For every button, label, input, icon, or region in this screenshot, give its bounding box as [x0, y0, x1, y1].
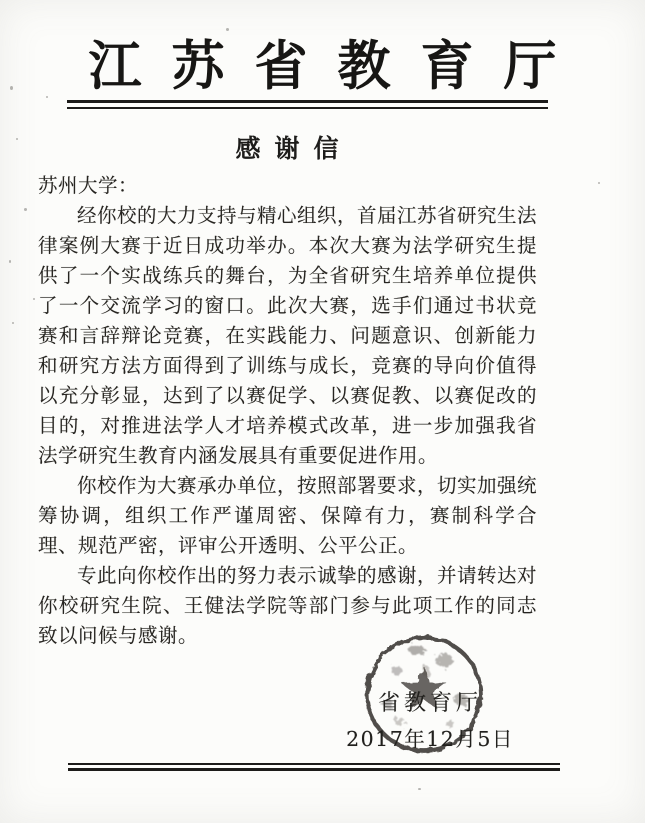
scan-speck	[33, 298, 35, 300]
paragraph-3: 专此向你校作出的努力表示诚挚的感谢，并请转达对你校研究生院、王健法学院等部门参与此项工作的同志致以问候与感谢。	[38, 564, 538, 647]
letter-title: 感谢信	[235, 134, 353, 163]
letter-date: 2017年12月5日	[346, 727, 514, 751]
letterhead-org-name: 江苏省教育厅	[88, 35, 587, 97]
scan-speck	[24, 208, 27, 211]
paragraph-1: 经你校的大力支持与精心组织，首届江苏省研究生法律案例大赛于近日成功举办。本次大赛为法学研究生提供了一个实战练兵的舞台，为全省研究生培养单位提供了一个交流学习的窗口。此次大赛，选手们通过书状竞赛和言辞辩论竞赛，在实践能力、问题意识、创新能力和研究方法方面得到了训练与成长，竞赛的导向价值得以充分彰显，达到了以赛促学、以赛促教、以赛促改的目的，对推进法学人才培养模式改革，进一步加强我省法学研究生教育内涵发展具有重要促进作用。	[38, 204, 538, 467]
scan-speck	[418, 788, 421, 790]
signature-org: 省教育厅	[377, 691, 482, 716]
letterhead-divider	[67, 100, 548, 109]
salutation: 苏州大学：	[38, 174, 139, 197]
scan-speck	[16, 138, 18, 140]
footer-divider	[68, 763, 560, 771]
letter-body	[38, 171, 537, 651]
scan-speck	[9, 260, 11, 263]
signature-block	[310, 686, 550, 752]
paragraph-2: 你校作为大赛承办单位，按照部署要求，切实加强统筹协调，组织工作严谨周密、保障有力，赛制科学合理、规范严密，评审公开透明、公平公正。	[38, 474, 538, 557]
scan-speck	[598, 182, 600, 184]
scan-speck	[12, 322, 14, 324]
